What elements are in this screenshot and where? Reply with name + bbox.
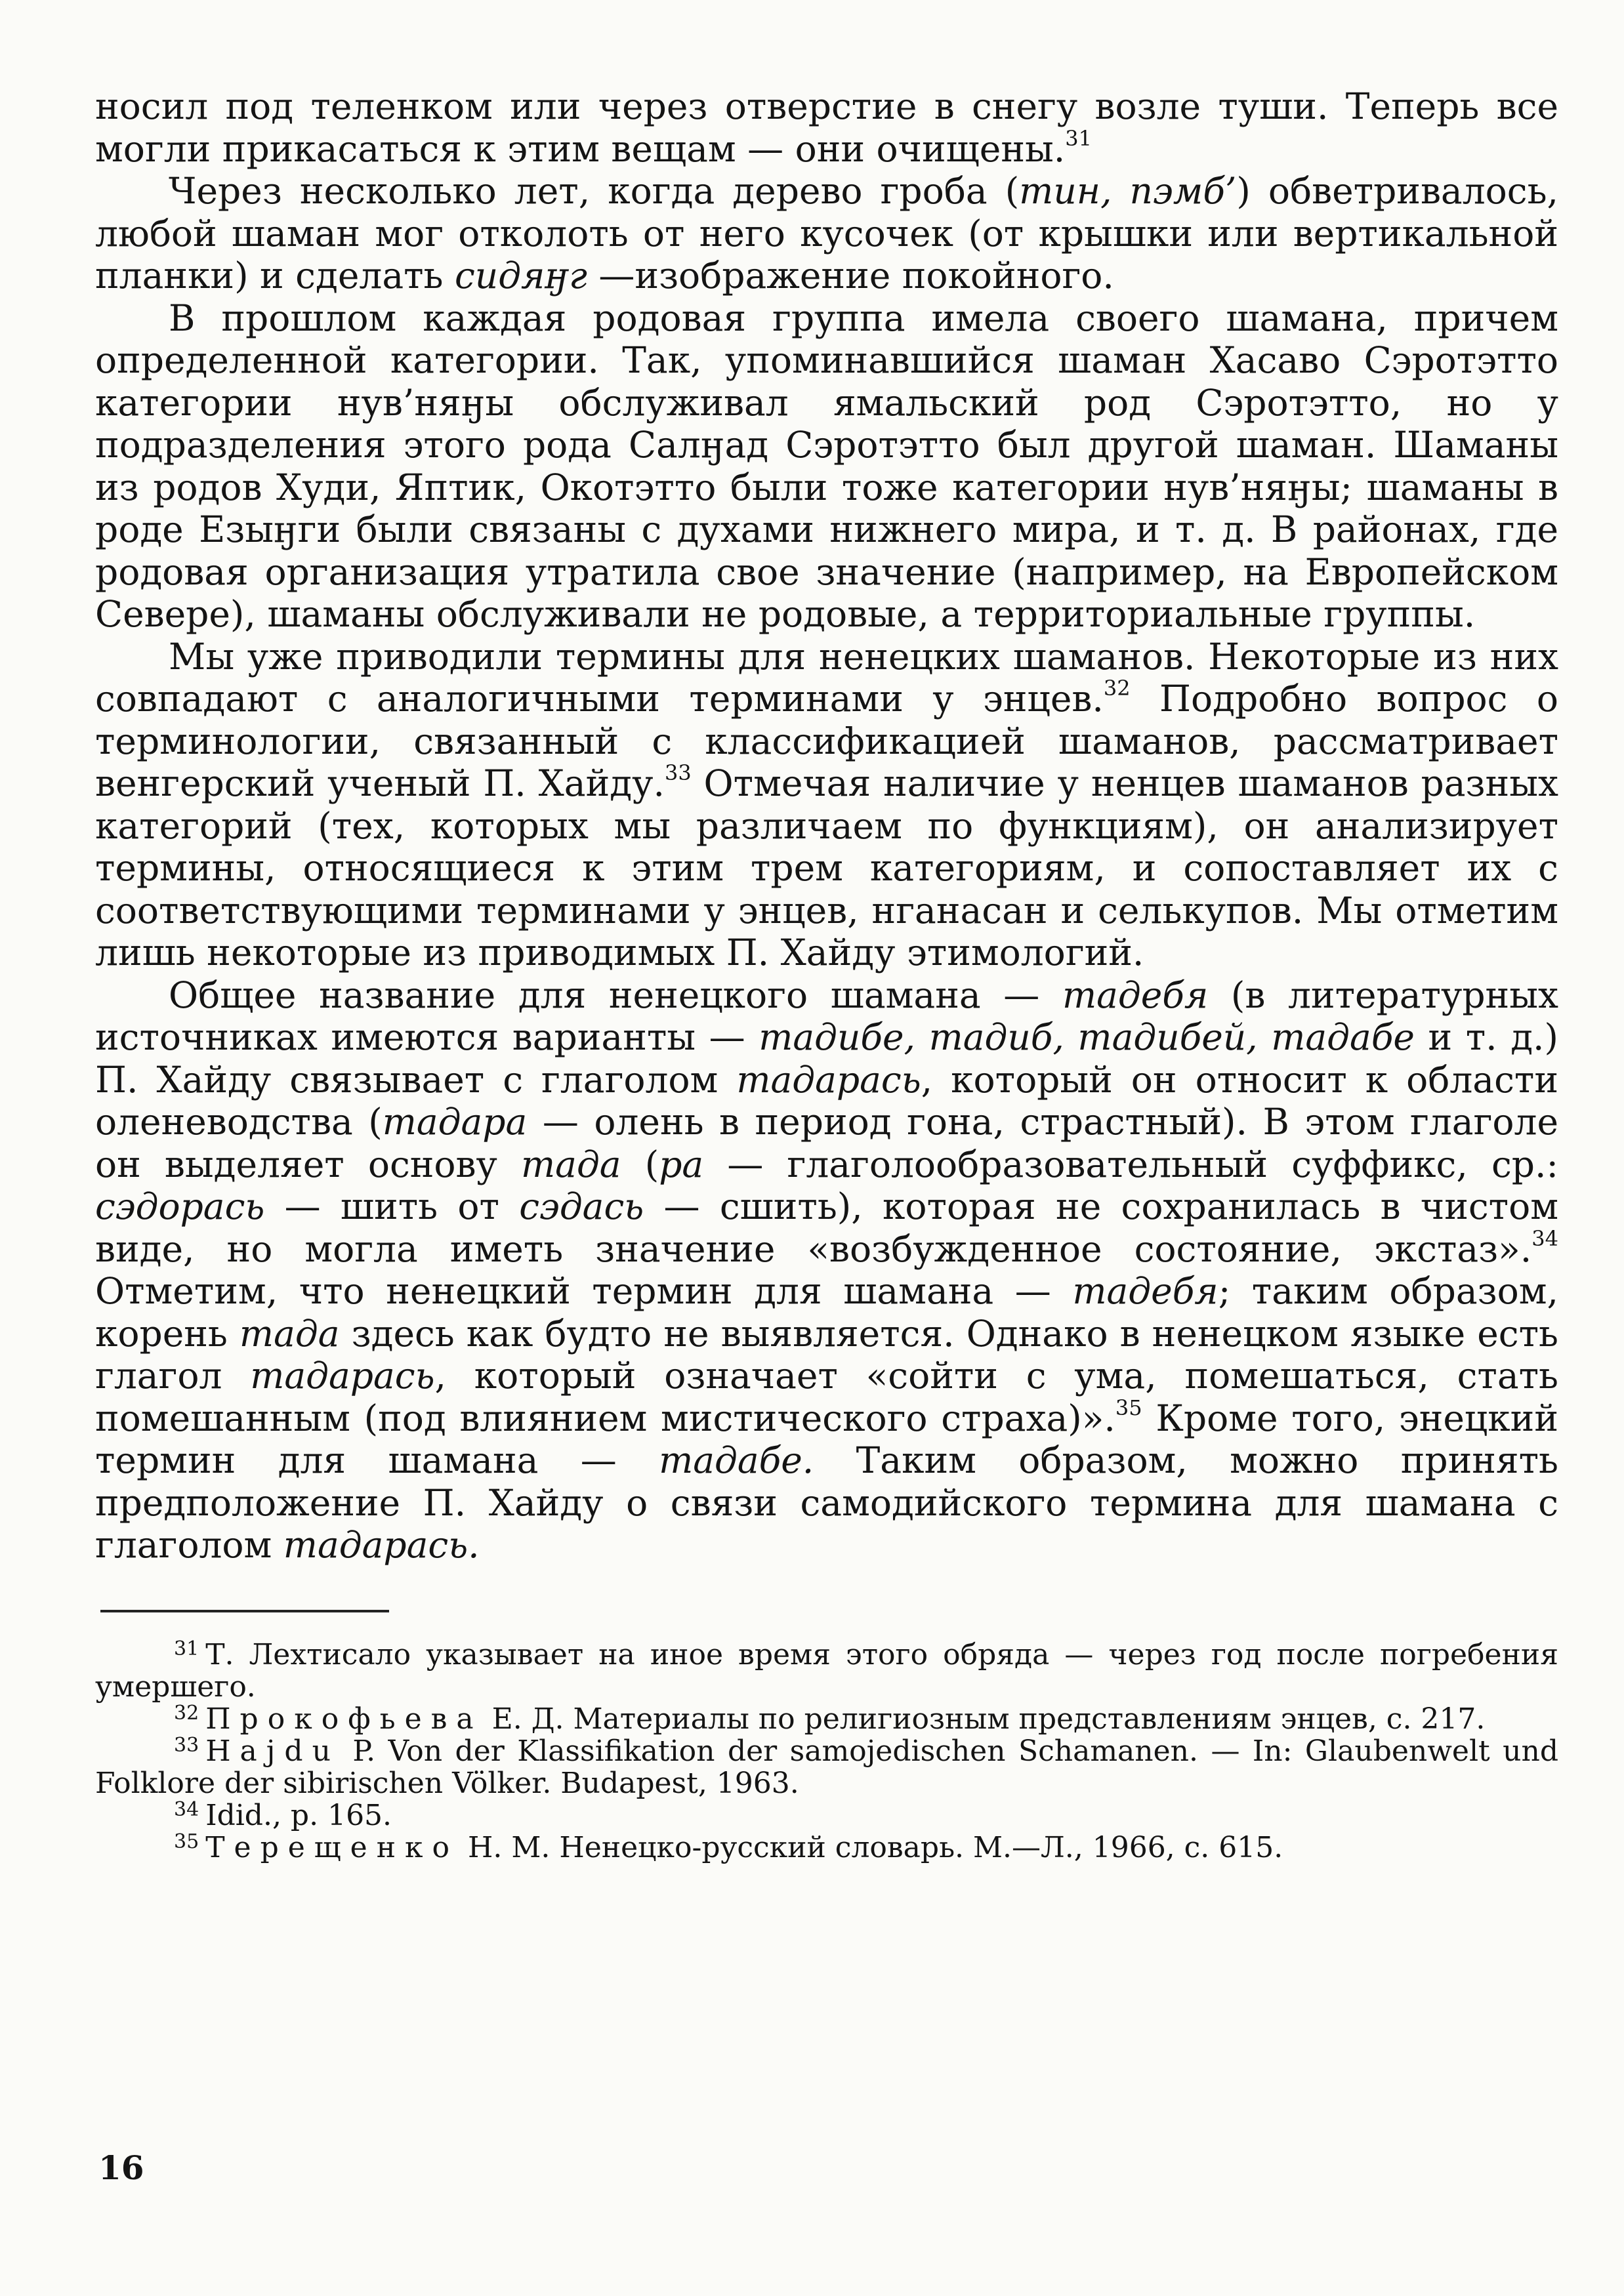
footnote-ref[interactable]: 35 [1115,1395,1142,1420]
page-content [95,85,1558,1864]
footnote-ref[interactable]: 32 [1103,676,1131,701]
footnote: $^{33}$ Hajdu P. Von der Klassifikation der samojedischen Schamanen. — In: Glaubenwelt und Folklore der sibirischen Völker. Budapest, 1963. [95,1733,1558,1800]
footnote-ref[interactable]: 33 [664,760,692,785]
footnote: $^{35}$ Терещенко Н. М. Ненецко-русский словарь. М.—Л., 1966, с. 615. [174,1830,1283,1864]
paragraph: носил под теленком или через отверстие в снегу возле туши. Теперь все могли прикасаться к этим вещам — они очищены.$^{31}$ [95,85,1558,170]
footnote-divider [100,1610,389,1612]
page-number: 16 [98,2148,144,2187]
paragraph: В прошлом каждая родовая группа имела своего шамана, причем определенной категории. Так, упоминавшийся шаман Хасаво Сэротэтто категории нув’няӈы обслуживал ямальский род Сэротэтто, но у подразделения этого рода Салӈад Сэротэтто был другой шаман. Шаманы из родов Худи, Яптик, Окотэтто были тоже категории нув’няӈы; шаманы в роде Езыӈги были связаны с духами нижнего мира, и т. д. В районах, где родовая организация утратила свое значение (например, на Европейском Севере), шаманы обслуживали не родовые, а территориальные группы. [95,297,1558,635]
paragraph: Общее название для ненецкого шамана — тадебя (в литературных источниках имеются варианты — тадибе, тадиб, тадибей, тадабе и т. д.) П. Хайду связывает с глаголом тадарась, который он относит к области оленеводства (тадара — олень в период гона, страстный). В этом глаголе он выделяет основу тада (ра — глаголообразовательный суффикс, ср.: сэдорась — шить от сэдась — сшить), которая не сохранилась в чистом виде, но могла иметь значение «возбужденное состояние, экстаз».$^{34}$ Отметим, что ненецкий термин для шамана — тадебя; таким образом, корень тада здесь как будто не выявляется. Однако в ненецком языке есть глагол тадарась, который означает «сойти с ума, помешаться, стать помешанным (под влиянием мистического страха)».$^{35}$ Кроме того, энецкий термин для шамана — тадабе. Таким образом, можно принять предположение П. Хайду о связи самодийского термина для шамана с глаголом тадарась. [95,974,1559,1566]
paragraph: Мы уже приводили термины для ненецких шаманов. Некоторые из них совпадают с аналогичными терминами у энцев.$^{32}$ Подробно вопрос о терминологии, связанный с классификацией шаманов, рассматривает венгерский ученый П. Хайду.$^{33}$ Отмечая наличие у ненцев шаманов разных категорий (тех, которых мы различаем по функциям), он анализирует термины, относящиеся к этим трем категориям, и сопоставляет их с соответствующими терминами у энцев, нганасан и селькупов. Мы отметим лишь некоторые из приводимых П. Хайду этимологий. [95,635,1558,974]
footnotes [95,1639,1558,1864]
footnote: $^{32}$ Прокофьева Е. Д. Материалы по религиозным представлениям энцев, с. 217. [174,1701,1486,1736]
footnote: $^{31}$ Т. Лехтисало указывает на иное время этого обряда — через год после погребения умершего. [95,1637,1558,1704]
footnote-ref[interactable]: 31 [1065,125,1092,151]
footnote-ref[interactable]: 34 [1531,1225,1558,1251]
paragraph: Через несколько лет, когда дерево гроба (тин, пэмб’) обветривалось, любой шаман мог отколоть от него кусочек (от крышки или вертикальной планки) и сделать сидяӈг —изображение покойного. [95,170,1558,297]
body-text [95,85,1558,1567]
footnote: $^{34}$ Idid., p. 165. [174,1797,392,1832]
